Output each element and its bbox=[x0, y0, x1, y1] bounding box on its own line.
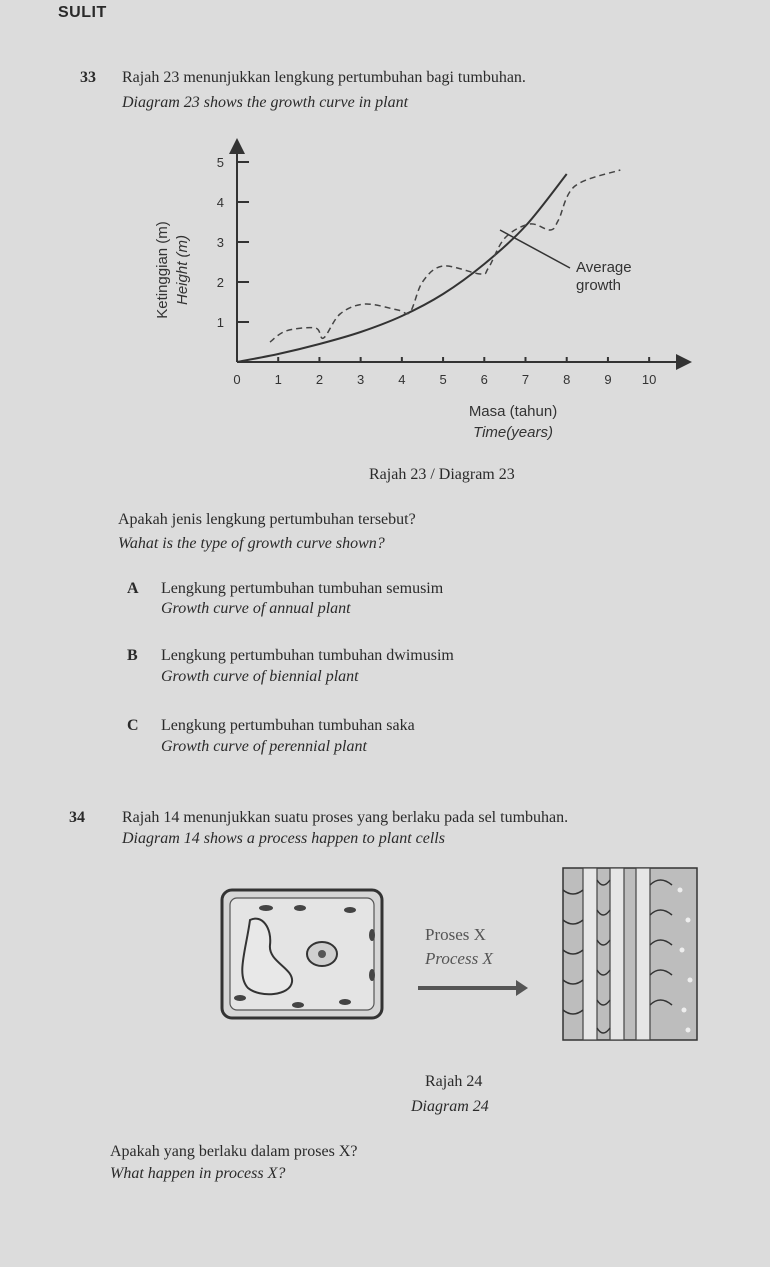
growth-curve-chart bbox=[0, 0, 770, 460]
question-33-stem-en: Diagram 23 shows the growth curve in plant bbox=[122, 94, 409, 111]
question-33-prompt-ms: Apakah jenis lengkung pertumbuhan tersebut? bbox=[118, 511, 416, 528]
question-34-stem-ms: Rajah 14 menunjukkan suatu proses yang berlaku pada sel tumbuhan. bbox=[122, 809, 569, 826]
annotation-pointer-line bbox=[500, 230, 570, 268]
x-tick-label: 6 bbox=[480, 372, 488, 387]
process-x-label-en: Process X bbox=[425, 949, 493, 968]
y-tick-label: 1 bbox=[216, 315, 224, 330]
average-growth-line bbox=[237, 174, 567, 362]
x-tick-label: 1 bbox=[274, 372, 282, 387]
diagram-24-caption-ms: Rajah 24 bbox=[425, 1073, 483, 1090]
actual-growth-dashed-line bbox=[270, 170, 620, 342]
xylem-tissue-illustration bbox=[563, 868, 697, 1040]
option-c-en: Growth curve of perennial plant bbox=[161, 738, 367, 755]
x-axis-label-en: Time(years) bbox=[473, 424, 553, 441]
x-axis-label-ms: Masa (tahun) bbox=[468, 403, 558, 420]
plant-cell-illustration bbox=[222, 890, 382, 1018]
page-header: SULIT bbox=[58, 4, 107, 21]
x-tick-label: 2 bbox=[315, 372, 324, 387]
chart-axes bbox=[237, 140, 690, 362]
process-x-label-ms: Proses X bbox=[425, 925, 486, 944]
option-a-letter: A bbox=[127, 580, 139, 597]
option-c-ms: Lengkung pertumbuhan tumbuhan saka bbox=[161, 717, 415, 734]
x-tick-label: 4 bbox=[398, 372, 406, 387]
x-tick-label: 7 bbox=[521, 372, 530, 387]
question-34-number: 34 bbox=[69, 809, 85, 826]
annotation-line-1: Average bbox=[576, 259, 632, 276]
option-a-en: Growth curve of annual plant bbox=[161, 600, 351, 617]
y-tick-label: 3 bbox=[216, 235, 224, 250]
option-b-letter: B bbox=[127, 647, 138, 664]
question-33-stem-ms: Rajah 23 menunjukkan lengkung pertumbuhan bagi tumbuhan. bbox=[122, 69, 526, 86]
x-tick-label: 10 bbox=[641, 372, 657, 387]
diagram-24-caption-en: Diagram 24 bbox=[411, 1098, 489, 1115]
diagram-24 bbox=[0, 850, 770, 1050]
x-tick-label: 3 bbox=[357, 372, 365, 387]
diagram-23-caption: Rajah 23 / Diagram 23 bbox=[369, 466, 515, 483]
x-tick-label: 9 bbox=[604, 372, 612, 387]
option-a-ms: Lengkung pertumbuhan tumbuhan semusim bbox=[161, 580, 444, 597]
annotation-line-2: growth bbox=[576, 277, 622, 294]
option-b-en: Growth curve of biennial plant bbox=[161, 668, 359, 685]
question-34-prompt-en: What happen in process X? bbox=[110, 1165, 286, 1182]
question-33-number: 33 bbox=[80, 69, 96, 86]
y-axis-label-ms: Ketinggian (m) bbox=[154, 221, 171, 319]
question-34-stem-en: Diagram 14 shows a process happen to plant cells bbox=[122, 830, 445, 847]
question-33-prompt-en: Wahat is the type of growth curve shown? bbox=[118, 535, 385, 552]
question-34-prompt-ms: Apakah yang berlaku dalam proses X? bbox=[110, 1143, 358, 1160]
y-axis-label-en: Height (m) bbox=[174, 234, 191, 306]
option-b-ms: Lengkung pertumbuhan tumbuhan dwimusim bbox=[161, 647, 454, 664]
y-tick-label: 4 bbox=[216, 195, 224, 210]
y-tick-label: 5 bbox=[216, 155, 224, 170]
x-tick-label: 0 bbox=[233, 372, 241, 387]
x-tick-label: 8 bbox=[563, 372, 571, 387]
option-c-letter: C bbox=[127, 717, 139, 734]
y-tick-label: 2 bbox=[216, 275, 224, 290]
x-tick-label: 5 bbox=[439, 372, 447, 387]
